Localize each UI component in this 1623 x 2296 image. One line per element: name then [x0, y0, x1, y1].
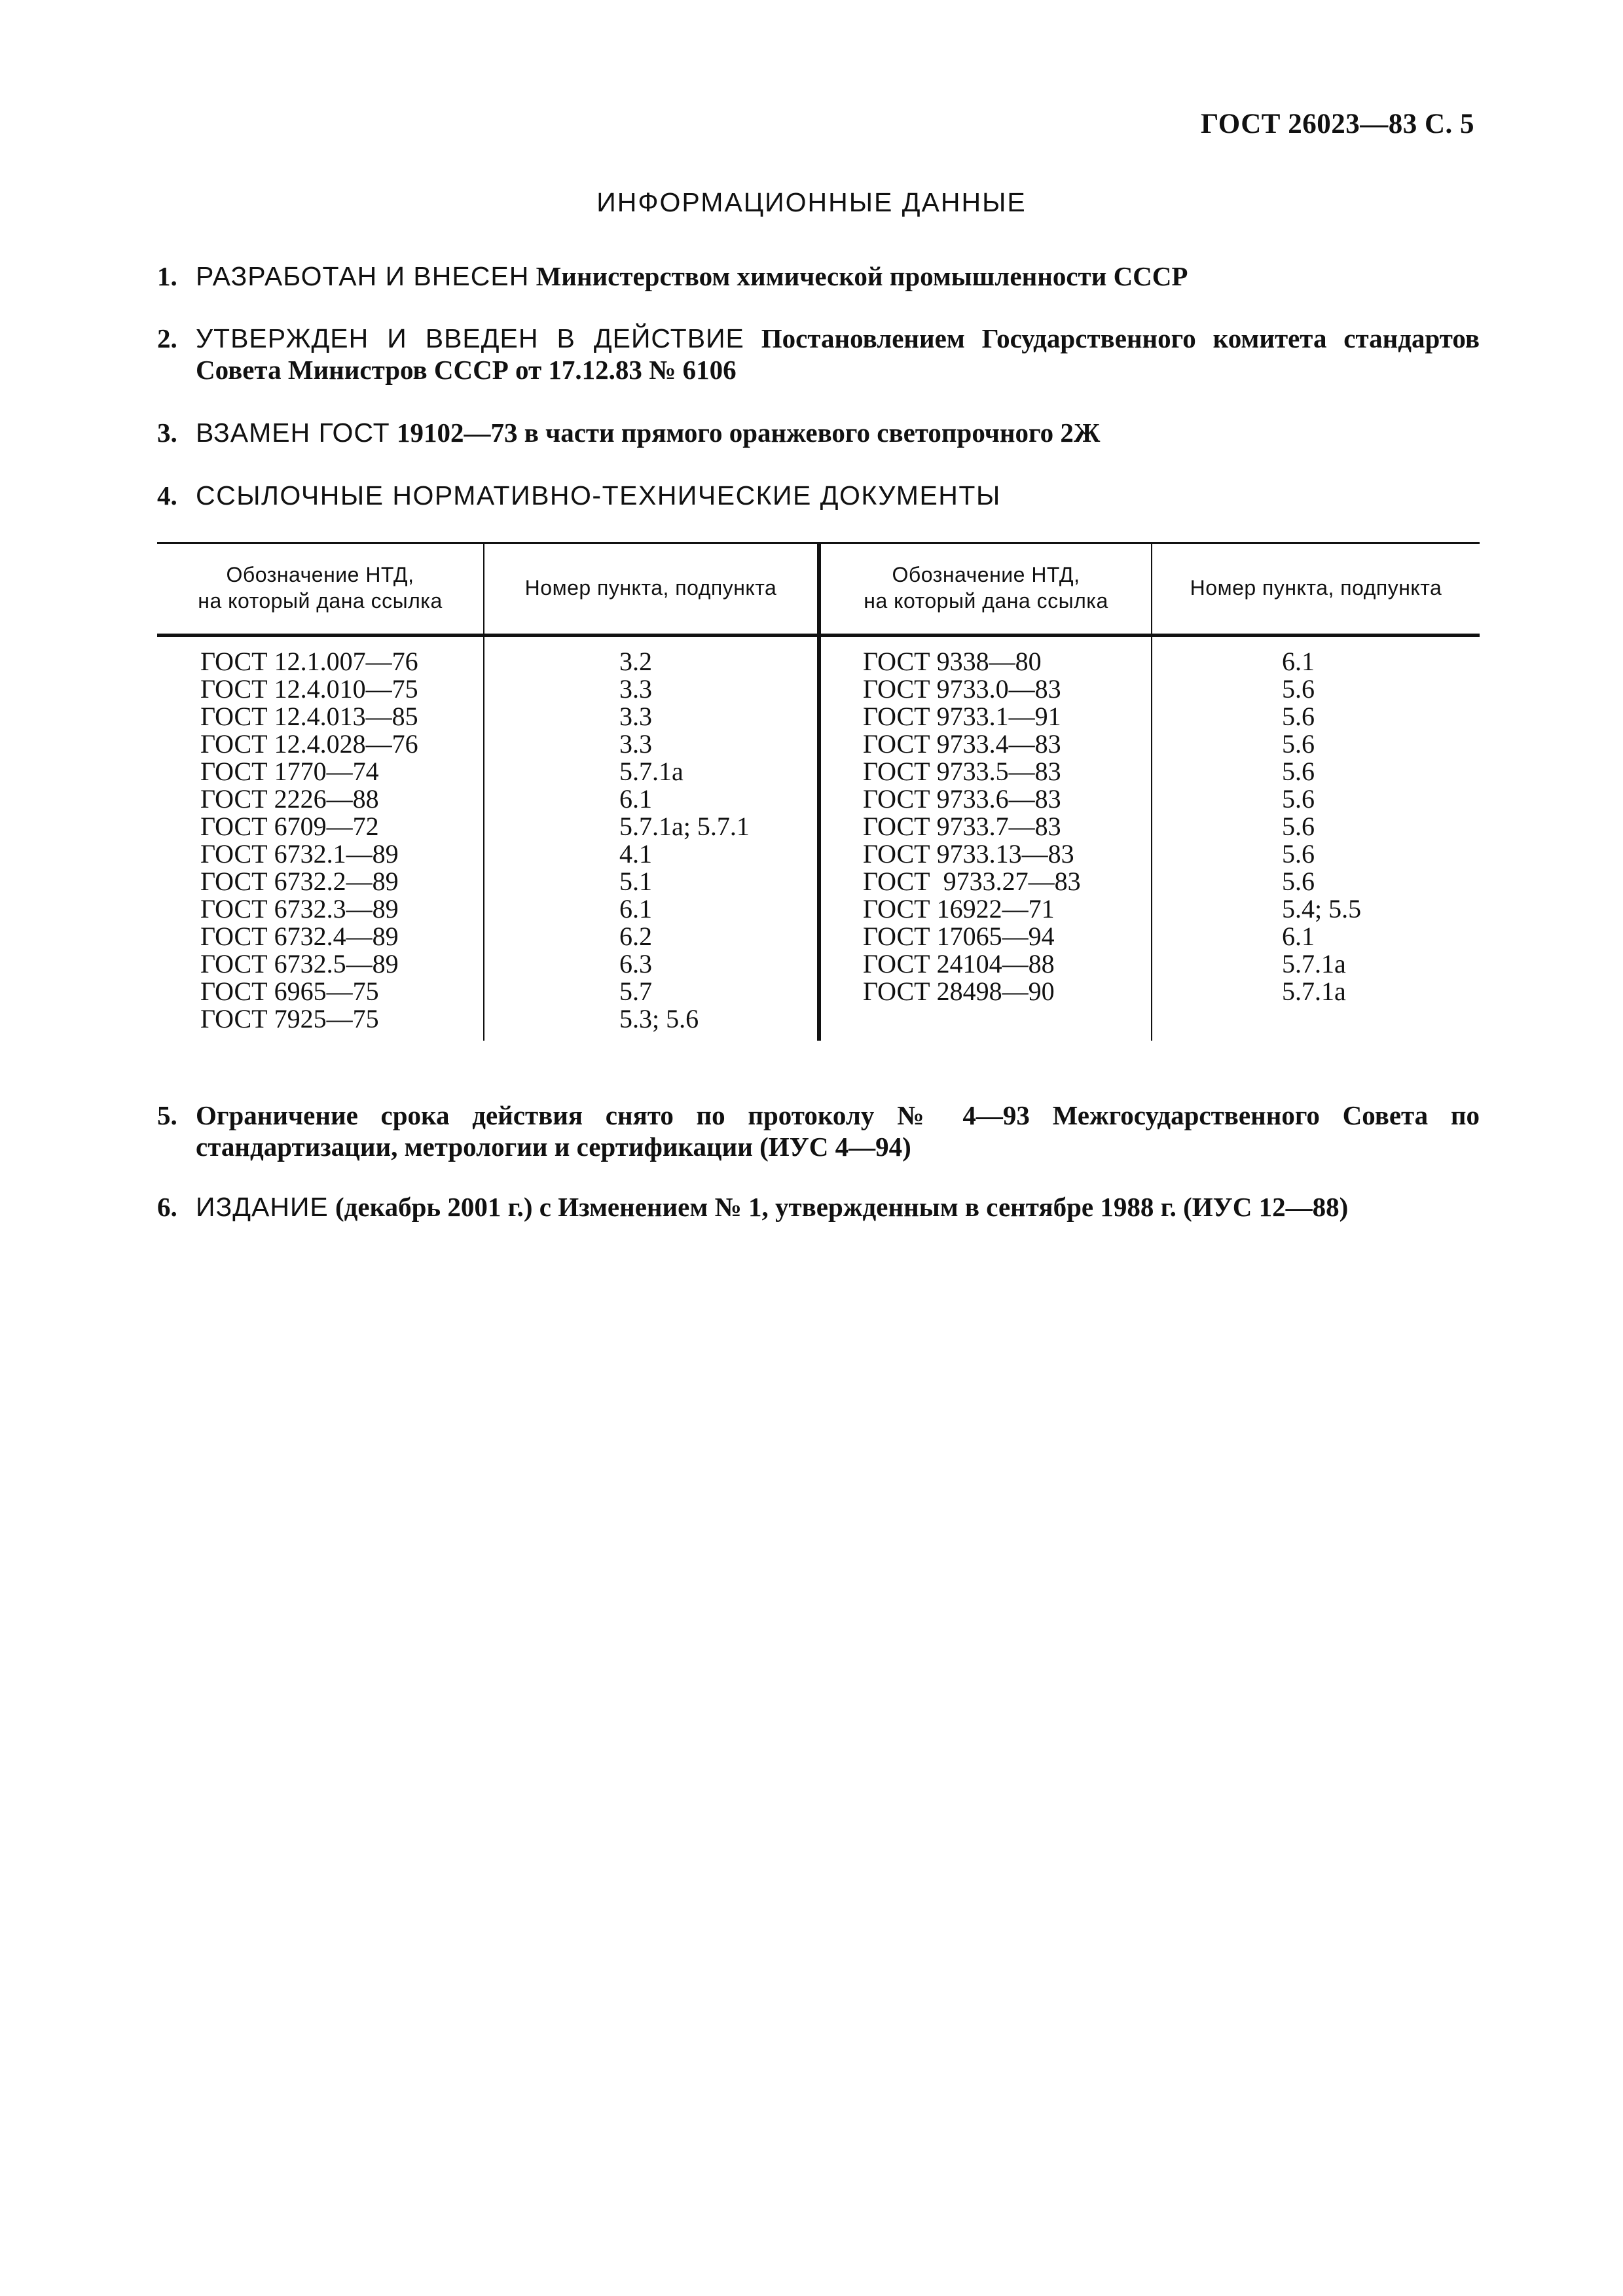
table-cell: 5.7.1а — [1282, 949, 1346, 978]
table-cell: ГОСТ 12.4.028—76 — [200, 729, 418, 759]
info-item-4 — [157, 480, 1480, 511]
table-cell: 5.6 — [1282, 729, 1315, 759]
table-cell: ГОСТ 12.4.013—85 — [200, 702, 418, 731]
table-cell: 3.3 — [619, 674, 652, 704]
reference-table — [157, 542, 1480, 1041]
table-cell: 5.7.1а; 5.7.1 — [619, 812, 750, 841]
info-item-2 — [157, 323, 1480, 386]
table-cell: 6.3 — [619, 949, 652, 978]
item-number: 3. — [157, 418, 177, 448]
table-cell: 6.1 — [619, 894, 652, 924]
document-title: ИНФОРМАЦИОННЫЕ ДАННЫЕ — [596, 187, 1027, 217]
info-item-1 — [157, 260, 1480, 292]
table-cell: ГОСТ 6732.1—89 — [200, 839, 399, 869]
table-cell: 5.6 — [1282, 674, 1315, 704]
table-cell: ГОСТ 1770—74 — [200, 757, 379, 786]
item-body — [196, 1191, 1480, 1223]
table-cell: ГОСТ 9733.6—83 — [863, 784, 1061, 814]
header-doc-designation — [821, 542, 1151, 634]
header-text: на который дана ссылка — [864, 589, 1108, 613]
right-clause-column — [1282, 648, 1361, 1005]
table-cell: ГОСТ 9733.7—83 — [863, 812, 1061, 841]
table-cell: 5.7 — [619, 977, 652, 1006]
header-text: Обозначение НТД, — [226, 563, 414, 586]
table-cell: 5.6 — [1282, 784, 1315, 814]
table-cell: 5.7.1а — [1282, 977, 1346, 1006]
item-text: 19102—73 в части прямого оранжевого светопрочного 2Ж — [390, 418, 1101, 448]
page-number: ГОСТ 26023—83 С. 5 — [1200, 109, 1474, 139]
table-cell: ГОСТ 9733.1—91 — [863, 702, 1061, 731]
table-cell: ГОСТ 6732.4—89 — [200, 922, 399, 951]
item-lead: ИЗДАНИЕ — [196, 1192, 329, 1222]
table-cell: 5.3; 5.6 — [619, 1004, 699, 1033]
table-cell: ГОСТ 24104—88 — [863, 949, 1055, 978]
table-cell: 5.6 — [1282, 867, 1315, 896]
left-clause-column — [619, 648, 750, 1033]
table-cell: 5.6 — [1282, 839, 1315, 869]
table-cell: 3.3 — [619, 702, 652, 731]
item-number: 6. — [157, 1192, 177, 1222]
table-cell: ГОСТ 17065—94 — [863, 922, 1055, 951]
header-text: на который дана ссылка — [198, 589, 443, 613]
table-cell: ГОСТ 9733.4—83 — [863, 729, 1061, 759]
table-cell: 5.7.1а — [619, 757, 684, 786]
item-lead: РАЗРАБОТАН И ВНЕСЕН — [196, 261, 530, 291]
table-cell: 6.1 — [1282, 647, 1315, 676]
table-cell: 6.1 — [1282, 922, 1315, 951]
item-text: Министерством химической промышленности СССР — [529, 261, 1188, 291]
info-item-3 — [157, 417, 1480, 448]
table-cell: ГОСТ 6732.5—89 — [200, 949, 399, 978]
header-text: Обозначение НТД, — [892, 563, 1080, 586]
header-clause-number: Номер пункта, подпункта — [1190, 576, 1442, 600]
item-text: (декабрь 2001 г.) с Изменением № 1, утвержденным в сентябре 1988 г. (ИУС 12—88) — [328, 1192, 1349, 1222]
table-cell: ГОСТ 9733.0—83 — [863, 674, 1061, 704]
item-body — [196, 260, 1480, 292]
item-number: 2. — [157, 323, 177, 353]
table-cell: 5.6 — [1282, 812, 1315, 841]
table-cell: 5.4; 5.5 — [1282, 894, 1362, 924]
table-cell: ГОСТ 9733.13—83 — [863, 839, 1074, 869]
table-cell: ГОСТ 12.1.007—76 — [200, 647, 418, 676]
table-cell: 6.2 — [619, 922, 652, 951]
table-cell: 5.1 — [619, 867, 652, 896]
header-doc-designation — [157, 542, 483, 634]
table-cell: ГОСТ 6965—75 — [200, 977, 379, 1006]
item-body: Ограничение срока действия снято по протоколу № 4—93 Межгосударственного Совета по стандартизации, метрологии и сертификации (ИУС 4—94) — [196, 1100, 1480, 1162]
table-cell: ГОСТ 12.4.010—75 — [200, 674, 418, 704]
table-cell: ГОСТ 9733.27—83 — [863, 867, 1081, 896]
item-number: 1. — [157, 261, 177, 291]
table-cell: ГОСТ 7925—75 — [200, 1004, 379, 1033]
table-cell: ГОСТ 16922—71 — [863, 894, 1055, 924]
table-cell: 5.6 — [1282, 757, 1315, 786]
right-doc-column — [863, 648, 1081, 1005]
table-cell: 4.1 — [619, 839, 652, 869]
table-cell: 3.3 — [619, 729, 652, 759]
table-cell: ГОСТ 9733.5—83 — [863, 757, 1061, 786]
table-cell: ГОСТ 9338—80 — [863, 647, 1042, 676]
table-cell: ГОСТ 28498—90 — [863, 977, 1055, 1006]
left-doc-column — [200, 648, 418, 1033]
item-text: Постановлением Государственного комитета стандартов Совета Министров СССР от 17.12.83 № 6106 — [196, 323, 1480, 385]
header-clause-number: Номер пункта, подпункта — [524, 576, 777, 600]
table-cell: ГОСТ 6709—72 — [200, 812, 379, 841]
table-cell: 6.1 — [619, 784, 652, 814]
table-cell: ГОСТ 6732.3—89 — [200, 894, 399, 924]
table-cell: 5.6 — [1282, 702, 1315, 731]
item-number: 5. — [157, 1100, 177, 1130]
item-number: 4. — [157, 480, 177, 511]
item-body — [196, 323, 1480, 386]
item-body — [196, 417, 1480, 448]
item-body: ССЫЛОЧНЫЕ НОРМАТИВНО-ТЕХНИЧЕСКИЕ ДОКУМЕНТЫ — [196, 480, 1001, 511]
item-lead: ВЗАМЕН ГОСТ — [196, 418, 390, 448]
table-cell: ГОСТ 2226—88 — [200, 784, 379, 814]
item-lead: УТВЕРЖДЕН И ВВЕДЕН В ДЕЙСТВИЕ — [196, 323, 744, 353]
table-cell: ГОСТ 6732.2—89 — [200, 867, 399, 896]
table-cell: 3.2 — [619, 647, 652, 676]
info-item-6 — [157, 1191, 1480, 1223]
info-item-5 — [157, 1100, 1480, 1162]
